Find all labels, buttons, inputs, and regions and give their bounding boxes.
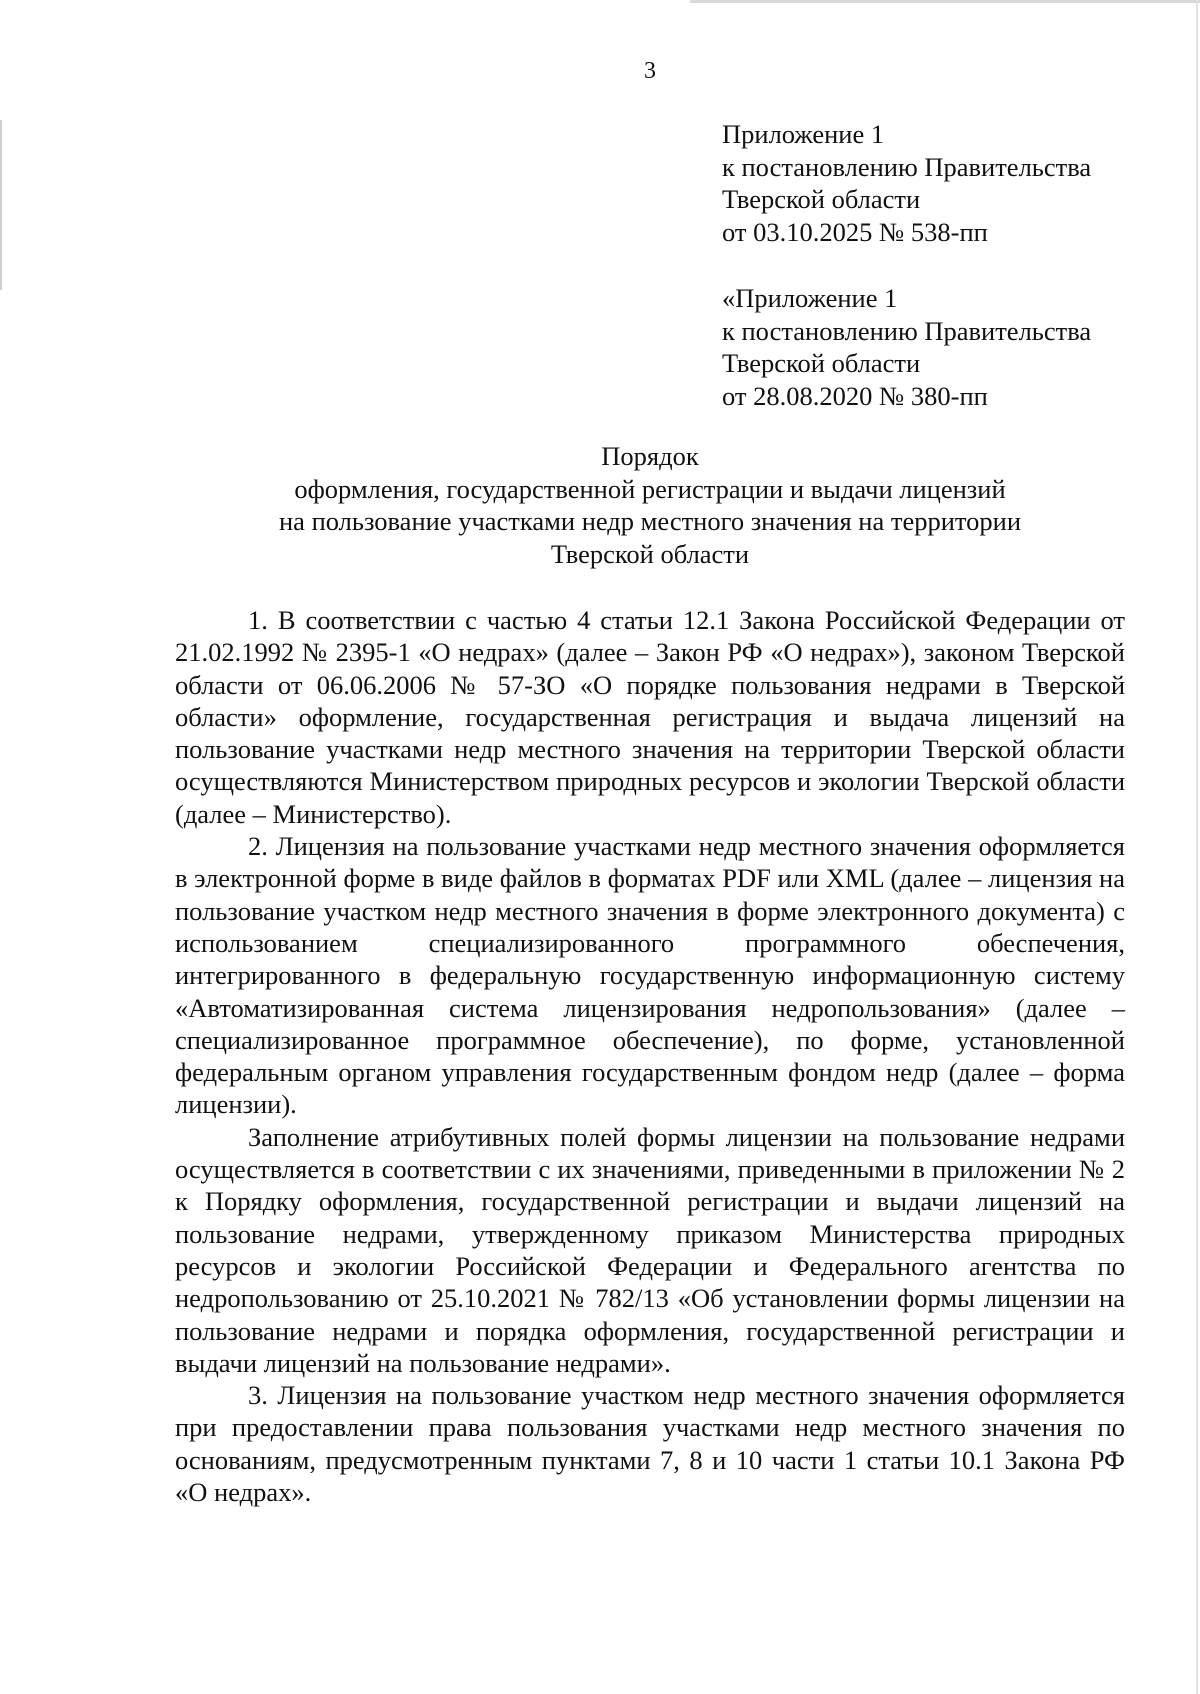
appendix-header-old xyxy=(722,282,1091,412)
appendix-old-line-4: от 28.08.2020 № 380-пп xyxy=(722,380,988,411)
title-line-2: оформления, государственной регистрации и выдачи лицензий xyxy=(294,473,1006,504)
appendix-old-line-2: к постановлению Правительства xyxy=(722,315,1092,346)
appendix-new-line-1: Приложение 1 xyxy=(722,119,885,149)
title-line-3: на пользование участками недр местного значения на территории xyxy=(279,506,1021,536)
appendix-new-line-4: от 03.10.2025 № 538-пп xyxy=(722,216,988,247)
scan-edge-left xyxy=(0,120,2,290)
paragraph-1: 1. В соответствии с частью 4 статьи 12.1 Закона Российской Федерации от 21.02.1992 № 2395-1 «О недрах» (далее – Закон РФ «О недрах»), законом Тверской области от 06.06.2006 № 57-ЗО «О порядке пользования недрами в Тверской области» оформление, государственная регистрация и выдача лицензий на пользование участками недр местного значения на территории Тверской области осуществляются Министерством природных ресурсов и экологии Тверской области (далее – Министерство). xyxy=(175,605,1125,829)
paragraph-3: Заполнение атрибутивных полей формы лицензии на пользование недрами осуществляется в соответствии с их значениями, приведенными в приложении № 2 к Порядку оформления, государственной регистрации и выдачи лицензий на пользование недрами, утвержденному приказом Министерства природных ресурсов и экологии Российской Федерации и Федерального агентства по недропользованию от 25.10.2021 № 782/13 «Об установлении формы лицензии на пользование недрами и порядка оформления, государственной регистрации и выдачи лицензий на пользование недрами». xyxy=(175,1121,1125,1378)
appendix-header-new xyxy=(722,118,1091,248)
page-number: 3 xyxy=(644,58,656,84)
appendix-old-line-1: «Приложение 1 xyxy=(722,283,898,313)
paragraph-2: 2. Лицензия на пользование участками недр местного значения оформляется в электронной форме в виде файлов в форматах PDF или XML (далее – лицензия на пользование участком недр местного значения в форме электронного документа) с использованием специализированного программного обеспечения, интегрированного в федеральную государственную информационную систему «Автоматизированная система лицензирования недропользования» (далее – специализированное программное обеспечение), по форме, установленной федеральным органом управления государственным фондом недр (далее – форма лицензии). xyxy=(175,831,1125,1120)
appendix-new-line-2: к постановлению Правительства xyxy=(722,151,1092,182)
document-title xyxy=(175,440,1125,570)
document-body xyxy=(175,604,1125,1508)
title-line-4: Тверской области xyxy=(550,538,750,569)
scan-edge-top xyxy=(690,0,1200,3)
scan-edge-right xyxy=(1196,0,1198,1694)
appendix-old-line-3: Тверской области xyxy=(722,348,921,378)
title-line-1: Порядок xyxy=(601,441,699,471)
appendix-new-line-3: Тверской области xyxy=(722,184,921,214)
paragraph-4: 3. Лицензия на пользование участком недр местного значения оформляется при предоставлении права пользования участками недр местного значения по основаниям, предусмотренным пунктами 7, 8 и 10 части 1 статьи 10.1 Закона РФ «О недрах». xyxy=(175,1380,1125,1508)
